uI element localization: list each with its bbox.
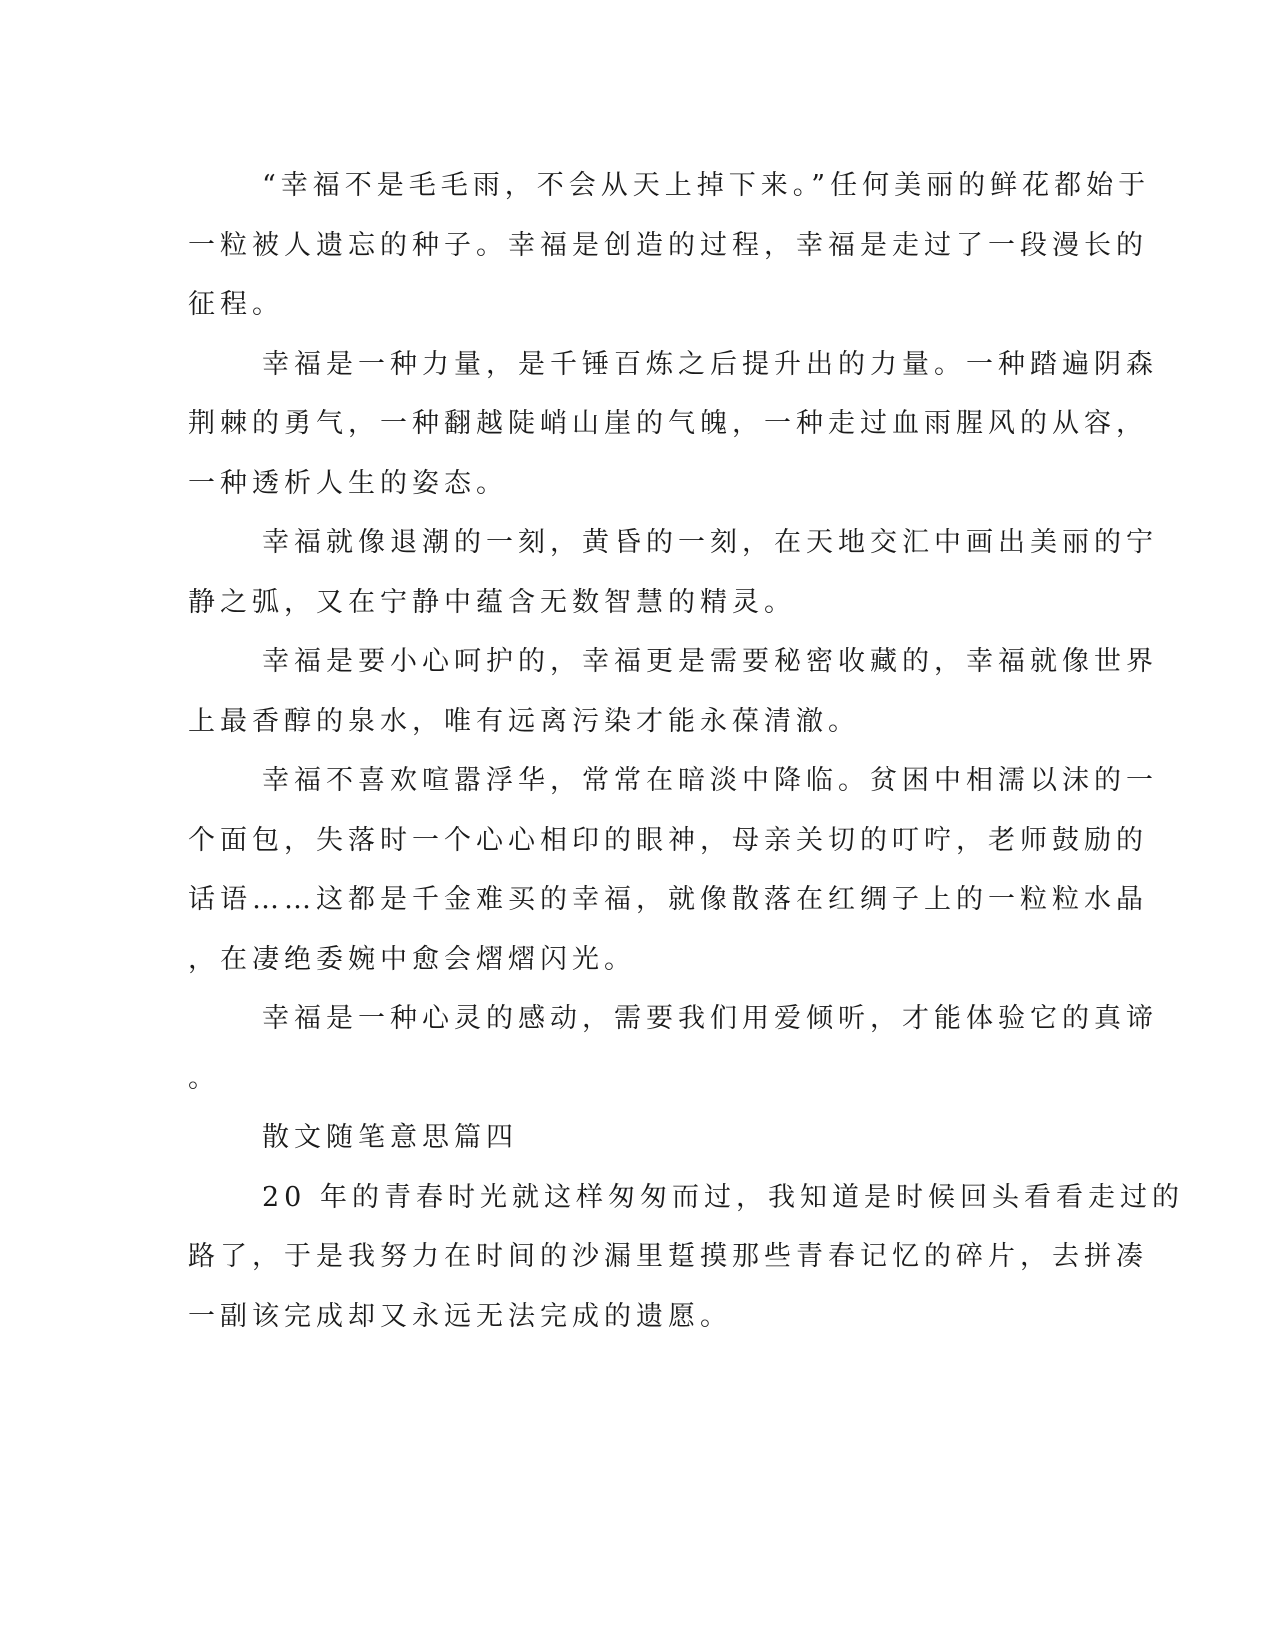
section-heading: 散文随笔意思篇四	[262, 1122, 518, 1153]
text-line: 。	[188, 1062, 220, 1094]
text-line: 幸福不喜欢喧嚣浮华，常常在暗淡中降临。贫困中相濡以沫的一	[262, 765, 1158, 796]
text-line: 一粒被人遗忘的种子。幸福是创造的过程，幸福是走过了一段漫长的	[188, 229, 1148, 261]
text-line: 上最香醇的泉水，唯有远离污染才能永葆清澈。	[188, 705, 860, 737]
document-body	[188, 156, 1184, 1346]
text-line: 征程。	[188, 289, 284, 320]
text-line: 幸福就像退潮的一刻，黄昏的一刻，在天地交汇中画出美丽的宁	[262, 527, 1158, 558]
text-line: 20 年的青春时光就这样匆匆而过，我知道是时候回头看看走过的	[262, 1181, 1184, 1213]
text-line: 路了，于是我努力在时间的沙漏里踅摸那些青春记忆的碎片，去拼凑	[188, 1241, 1148, 1272]
text-line: 幸福是一种心灵的感动，需要我们用爱倾听，才能体验它的真谛	[262, 1003, 1158, 1034]
text-line: 幸福是一种力量，是千锤百炼之后提升出的力量。一种踏遍阴森	[262, 348, 1158, 380]
text-line: 话语……这都是千金难买的幸福，就像散落在红绸子上的一粒粒水晶	[188, 884, 1148, 915]
text-line: 一种透析人生的姿态。	[188, 467, 508, 499]
text-line: 一副该完成却又永远无法完成的遗愿。	[188, 1300, 732, 1332]
text-line: 幸福是要小心呵护的，幸福更是需要秘密收藏的，幸福就像世界	[262, 646, 1158, 677]
text-line: “幸福不是毛毛雨，不会从天上掉下来。”任何美丽的鲜花都始于	[262, 170, 1151, 201]
text-line: 静之弧，又在宁静中蕴含无数智慧的精灵。	[188, 586, 796, 618]
text-line: 个面包，失落时一个心心相印的眼神，母亲关切的叮咛，老师鼓励的	[188, 824, 1148, 856]
text-line: ，在凄绝委婉中愈会熠熠闪光。	[188, 943, 636, 975]
text-line: 荆棘的勇气，一种翻越陡峭山崖的气魄，一种走过血雨腥风的从容，	[188, 408, 1148, 439]
